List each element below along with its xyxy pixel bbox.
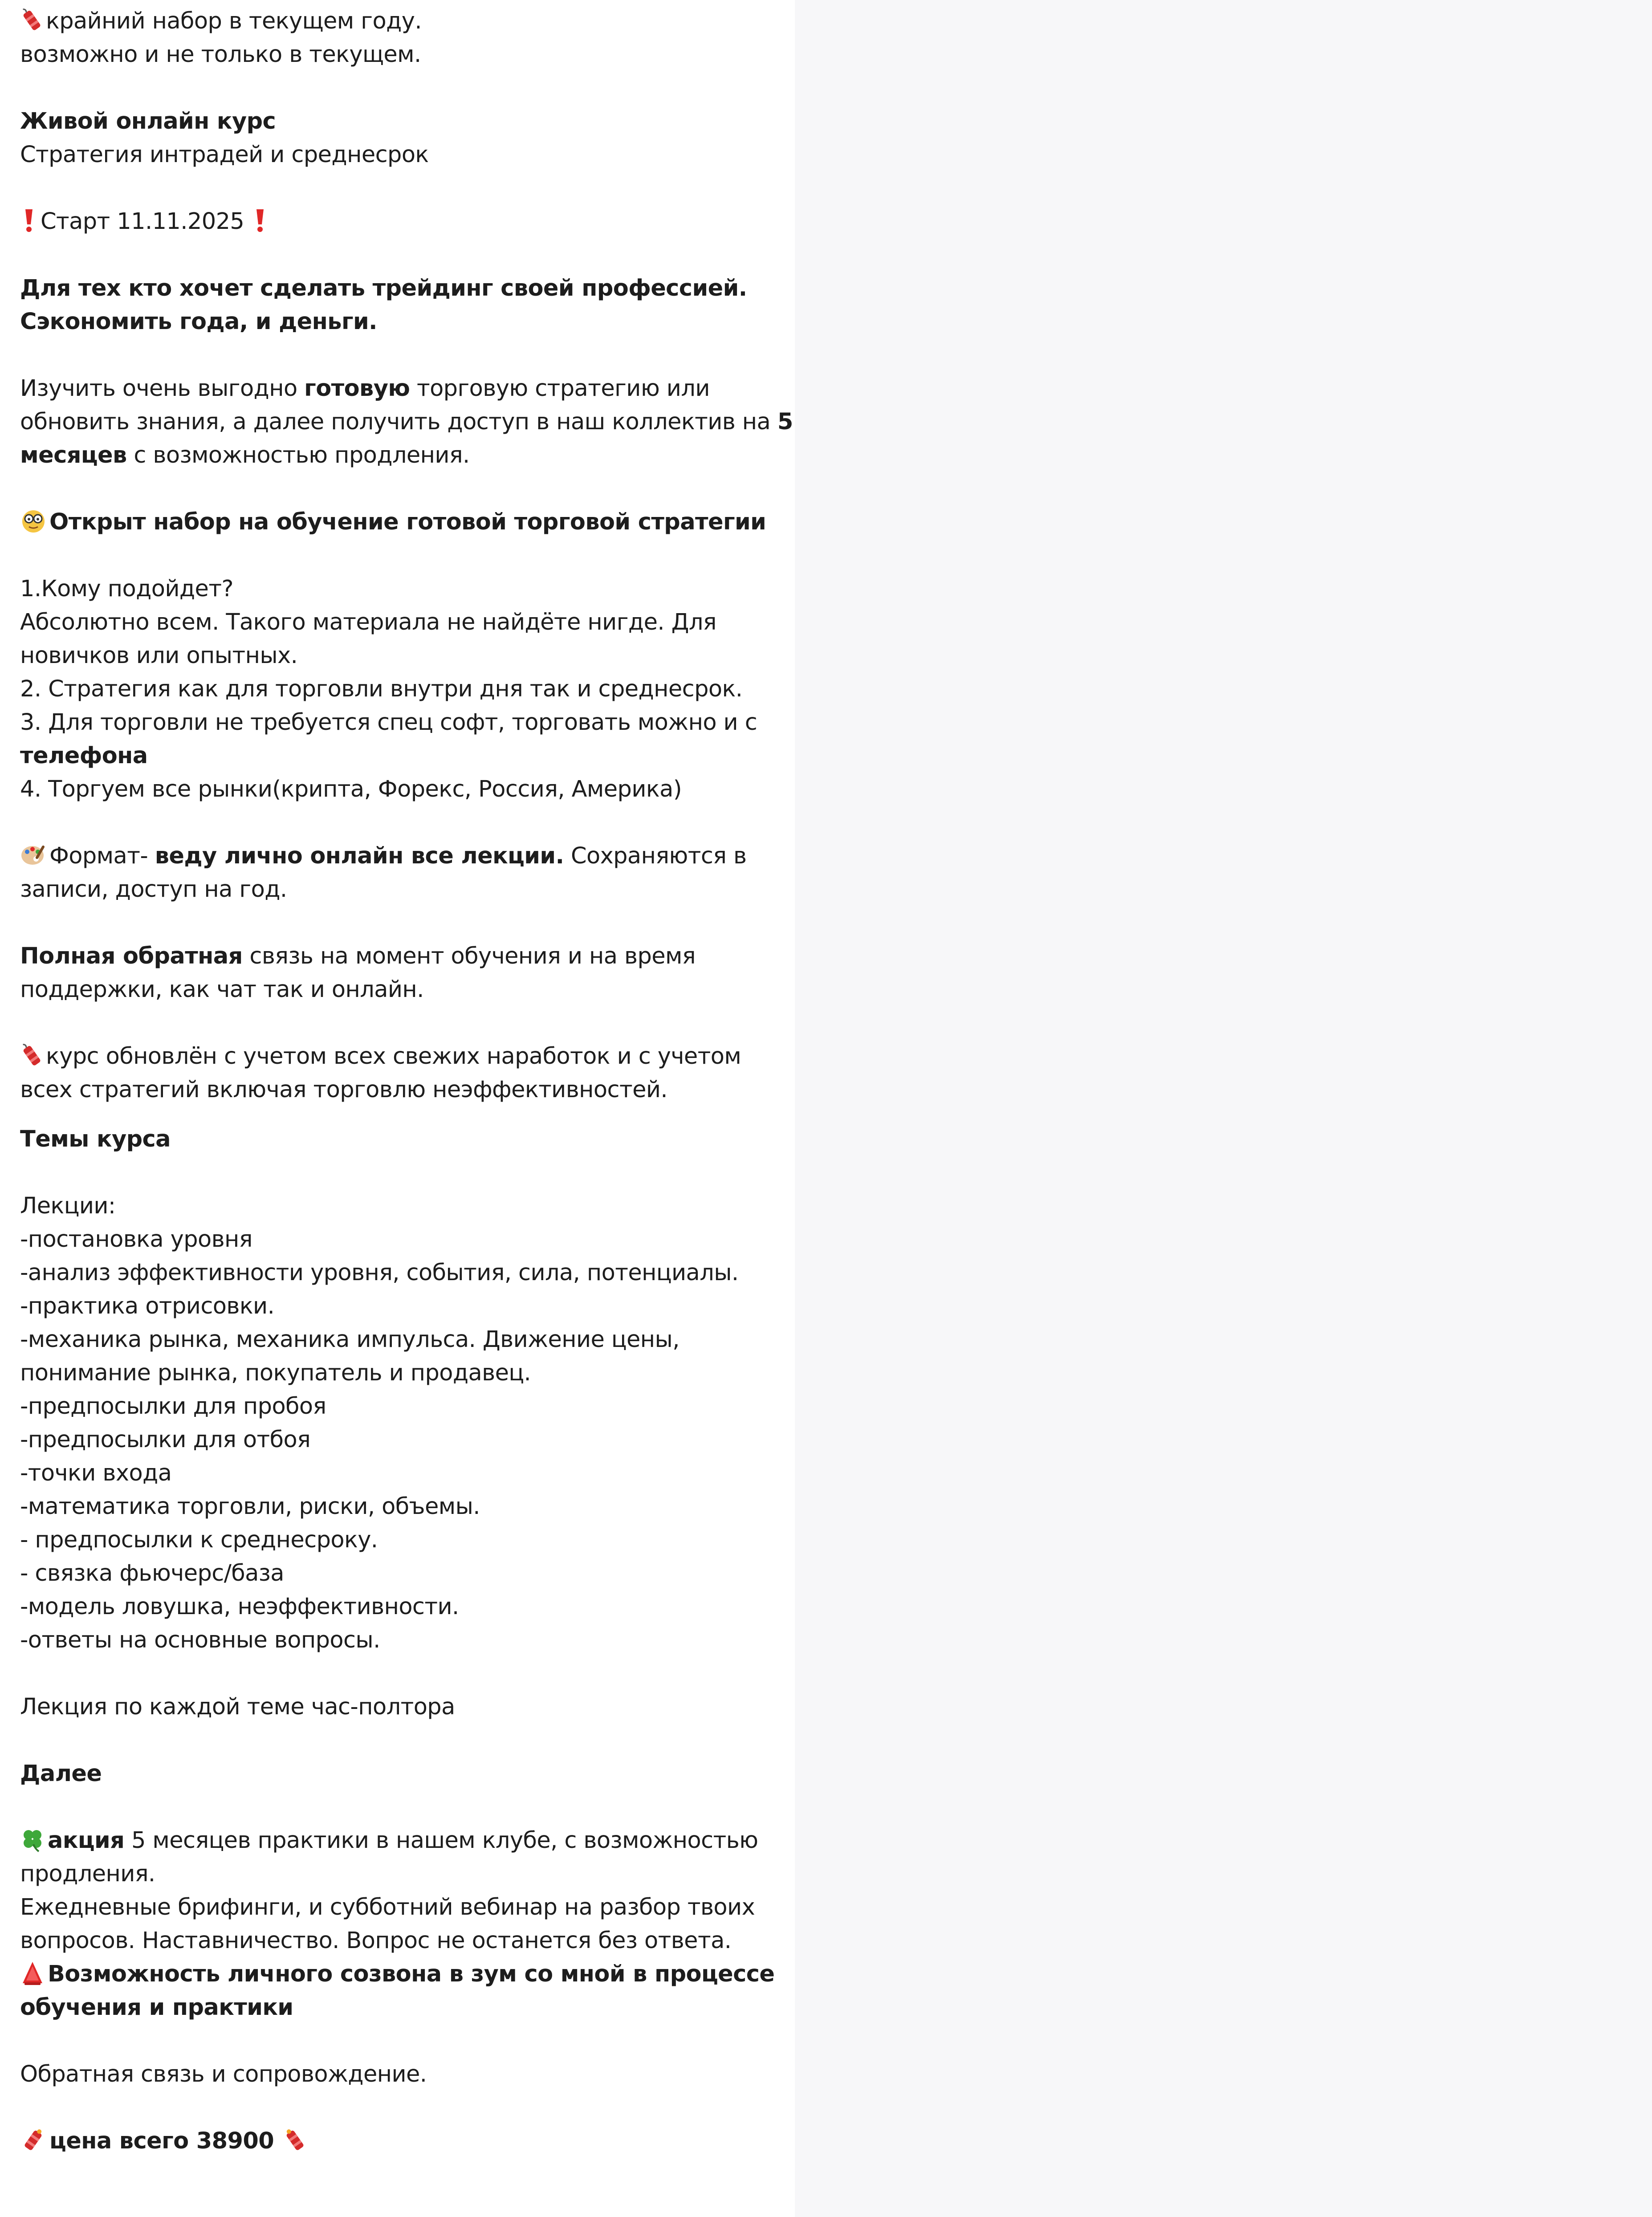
post-line: поддержки, как чат так и онлайн.: [20, 976, 424, 1003]
post-line: Изучить очень выгодно готовую торговую стратегию или: [20, 375, 710, 402]
post-line: -предпосылки для отбоя: [20, 1427, 311, 1453]
post-line: 1.Кому подойдет?: [20, 576, 233, 602]
post-line: -точки входа: [20, 1460, 172, 1486]
post-line: акция 5 месяцев практики в нашем клубе, с возможностью: [20, 1824, 777, 1857]
firecracker-icon: [20, 1042, 43, 1068]
post-line: курс обновлён с учетом всех свежих наработок и с учетом: [20, 1040, 777, 1073]
post-line: обновить знания, а далее получить доступ в наш коллектив на 5: [20, 409, 793, 435]
blank-line: [20, 806, 777, 839]
post-line: записи, доступ на год.: [20, 876, 287, 903]
post-line: Лекции:: [20, 1193, 116, 1219]
blank-line: [20, 1724, 777, 1757]
post-line: Формат- веду лично онлайн все лекции. Сохраняются в: [20, 839, 777, 873]
blank-line: [20, 338, 777, 372]
blank-line: [20, 472, 777, 505]
artist-palette-icon: [20, 842, 47, 868]
post-line: телефона: [20, 743, 148, 769]
post-line: -механика рынка, механика импульса. Движение цены,: [20, 1326, 680, 1353]
post-line: Старт 11.11.2025: [20, 205, 777, 238]
blank-line: [20, 906, 777, 940]
post-line: Сэкономить года, и деньги.: [20, 309, 377, 335]
blank-line: [20, 1006, 777, 1040]
post-line: Живой онлайн курс: [20, 108, 276, 134]
post-line: Открыт набор на обучение готовой торговой стратегии: [20, 505, 777, 539]
post-line: -постановка уровня: [20, 1226, 252, 1253]
post-line: Полная обратная связь на момент обучения и на время: [20, 943, 696, 969]
red-exclamation-icon: [251, 207, 269, 233]
post-line: Возможность личного созвона в зум со мной в процессе: [20, 1957, 777, 1991]
post-line: -анализ эффективности уровня, события, сила, потенциалы.: [20, 1260, 739, 1286]
post-line: Для тех кто хочет сделать трейдинг своей профессией.: [20, 275, 747, 301]
firecracker-icon: [20, 2127, 47, 2153]
post-line: продления.: [20, 1861, 155, 1887]
price-line: цена всего 38900: [20, 2124, 777, 2158]
post-line: Лекция по каждой теме час-полтора: [20, 1694, 455, 1720]
blank-line: [20, 1657, 777, 1690]
post-line: - связка фьючерс/база: [20, 1560, 284, 1586]
four-leaf-clover-icon: [20, 1826, 45, 1852]
post-line: - предпосылки к среднесроку.: [20, 1527, 378, 1553]
blank-line: [20, 2024, 777, 2058]
blank-line: [20, 1156, 777, 1189]
blank-line: [20, 171, 777, 205]
empty-side-panel: [795, 0, 1652, 2217]
post-line: Ежедневные брифинги, и субботний вебинар на разбор твоих: [20, 1894, 755, 1920]
red-exclamation-icon: [20, 207, 38, 233]
blank-line: [20, 539, 777, 572]
post-line: понимание рынка, покупатель и продавец.: [20, 1360, 531, 1386]
post-line: -предпосылки для пробоя: [20, 1393, 326, 1420]
blank-line: [20, 238, 777, 272]
post-line: всех стратегий включая торговлю неэффективностей.: [20, 1077, 668, 1103]
post-line: месяцев с возможностью продления.: [20, 442, 470, 468]
post-line: 4. Торгуем все рынки(крипта, Форекс, Россия, Америка): [20, 776, 682, 802]
post-line: Обратная связь и сопровождение.: [20, 2061, 427, 2087]
post-line: новичков или опытных.: [20, 643, 298, 669]
post-line: -математика торговли, риски, объемы.: [20, 1493, 480, 1520]
channel-post-text: [20, 4, 793, 2158]
post-line: крайний набор в текущем году.: [20, 4, 777, 38]
firecracker-icon: [281, 2127, 308, 2153]
blank-line: [20, 2091, 777, 2124]
post-line: возможно и не только в текущем.: [20, 41, 421, 68]
firecracker-icon: [20, 7, 43, 33]
post-line: -модель ловушка, неэффективности.: [20, 1594, 459, 1620]
post-line: Темы курса: [20, 1126, 171, 1152]
message-panel: [0, 0, 795, 2217]
blank-line: [20, 1790, 777, 1824]
megaphone-icon: [20, 1960, 45, 1986]
post-line: -ответы на основные вопросы.: [20, 1627, 380, 1653]
post-line: Далее: [20, 1761, 102, 1787]
post-line: Абсолютно всем. Такого материала не найдёте нигде. Для: [20, 609, 716, 635]
post-line: -практика отрисовки.: [20, 1293, 275, 1319]
post-line: вопросов. Наставничество. Вопрос не останется без ответа.: [20, 1928, 732, 1954]
post-line: 3. Для торговли не требуется спец софт, торговать можно и с: [20, 709, 757, 736]
blank-line: [20, 71, 777, 105]
post-line: обучения и практики: [20, 1994, 293, 2021]
nerd-face-icon: [20, 508, 47, 534]
post-line: Стратегия интрадей и среднесрок: [20, 142, 429, 168]
post-line: 2. Стратегия как для торговли внутри дня так и среднесрок.: [20, 676, 743, 702]
